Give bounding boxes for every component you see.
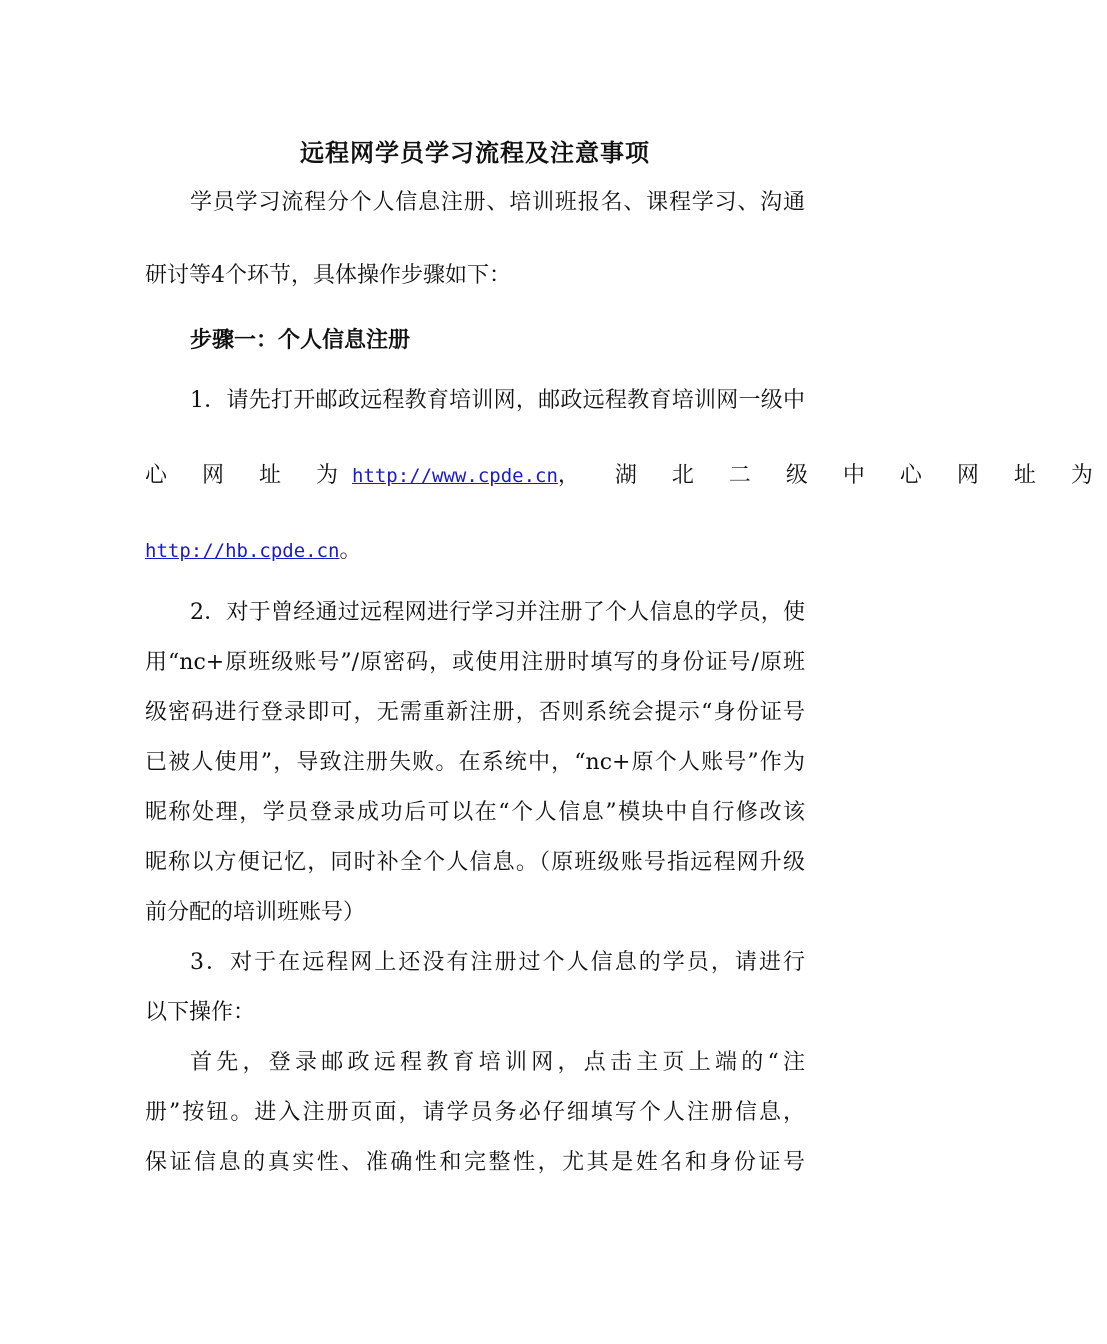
item3-line-1: 3．对于在远程网上还没有注册过个人信息的学员，请进行 bbox=[190, 950, 805, 975]
item1-line-1: 1．请先打开邮政远程教育培训网，邮政远程教育培训网一级中 bbox=[190, 388, 805, 413]
item2-line-4: 已被人使用”，导致注册失败。在系统中，“nc+原个人账号”作为 bbox=[145, 750, 805, 775]
document-title: 远程网学员学习流程及注意事项 bbox=[300, 138, 650, 167]
cpde-main-link[interactable]: http://www.cpde.cn bbox=[351, 465, 558, 487]
item3-line-2: 以下操作： bbox=[145, 1000, 256, 1025]
item2-line-2: 用“nc+原班级账号”/原密码，或使用注册时填写的身份证号/原班 bbox=[145, 650, 805, 675]
item1-line-3-period: 。 bbox=[339, 538, 362, 563]
intro-line-2: 研讨等4个环节，具体操作步骤如下： bbox=[145, 263, 511, 288]
item1-line-2-suffix: ， 湖 北 二 级 中 心 网 址 为 bbox=[557, 463, 1107, 488]
item1-line-3 bbox=[145, 531, 805, 571]
step1-heading: 步骤一：个人信息注册 bbox=[190, 327, 411, 353]
item2-line-5: 昵称处理，学员登录成功后可以在“个人信息”模块中自行修改该 bbox=[145, 800, 805, 825]
item2-line-6: 昵称以方便记忆，同时补全个人信息。（原班级账号指远程网升级 bbox=[145, 850, 805, 875]
para-first-line-2: 册”按钮。进入注册页面，请学员务必仔细填写个人注册信息， bbox=[145, 1100, 805, 1125]
item2-line-1: 2．对于曾经通过远程网进行学习并注册了个人信息的学员，使 bbox=[190, 600, 805, 625]
item1-line-2-prefix: 心 网 址 为 bbox=[145, 463, 352, 488]
item2-line-7: 前分配的培训班账号） bbox=[145, 900, 366, 925]
intro-line-1: 学员学习流程分个人信息注册、培训班报名、课程学习、沟通 bbox=[190, 190, 805, 215]
para-first-line-3: 保证信息的真实性、准确性和完整性，尤其是姓名和身份证号 bbox=[145, 1150, 805, 1175]
item2-line-3: 级密码进行登录即可，无需重新注册，否则系统会提示“身份证号 bbox=[145, 700, 805, 725]
cpde-hubei-link[interactable]: http://hb.cpde.cn bbox=[145, 540, 340, 562]
para-first-line-1: 首先，登录邮政远程教育培训网，点击主页上端的“注 bbox=[190, 1050, 805, 1075]
item1-line-2 bbox=[145, 456, 1107, 496]
